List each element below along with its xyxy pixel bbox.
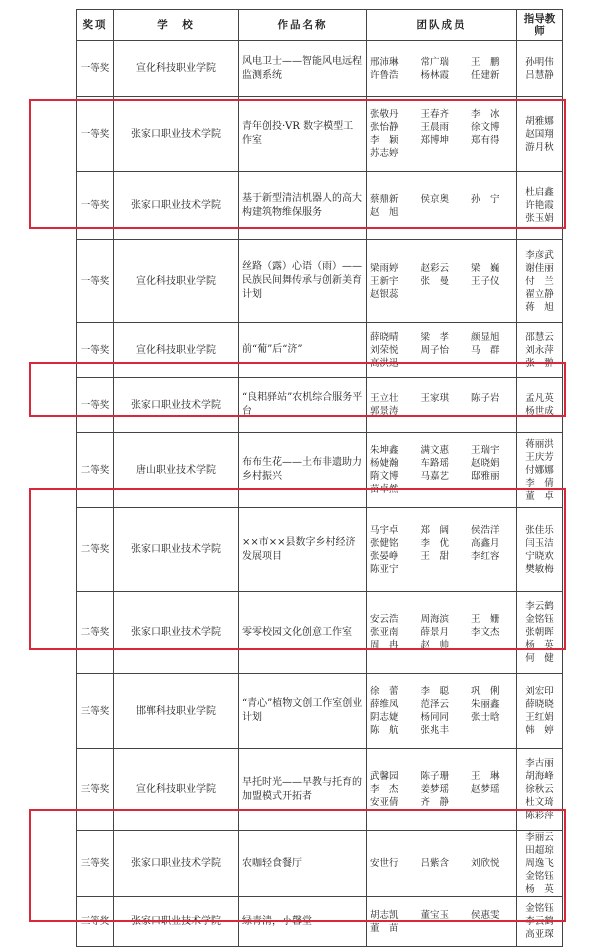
member-line (370, 550, 513, 563)
teacher-name: 金铭钰 (525, 871, 554, 882)
award-cell: 一等奖 (77, 97, 114, 172)
project-name-cell: 零零校园文化创意工作室 (239, 592, 367, 674)
member-name: 李 优 (420, 537, 450, 549)
teacher-name: 周逸飞 (525, 858, 554, 869)
award-cell: 一等奖 (77, 240, 114, 323)
member-name: 朱丽鑫 (471, 699, 500, 710)
teacher-name: 董 卓 (525, 490, 554, 502)
member-name: 薛维凤 (370, 699, 399, 710)
member-name: 安云浩 (370, 614, 399, 625)
member-name: 安世行 (370, 858, 399, 869)
member-name: 隋文博 (370, 471, 399, 482)
teacher-name: 田超琼 (525, 845, 554, 856)
award-cell: 三等奖 (77, 831, 114, 897)
table-row (77, 674, 563, 749)
member-line (370, 108, 513, 121)
teacher-name: 杨 英 (525, 640, 554, 651)
teachers-cell (517, 831, 563, 897)
member-line (370, 288, 513, 301)
member-name: 邸雅丽 (471, 471, 500, 482)
member-line (370, 69, 513, 82)
teachers-cell (517, 897, 563, 947)
project-name-cell: 丝路（露）心语（雨）——民族民间舞传承与创新美育计划 (239, 240, 367, 323)
member-name (471, 206, 513, 219)
team-members-cell (367, 41, 517, 97)
member-line (370, 711, 513, 724)
teachers-cell (517, 749, 563, 831)
member-line (370, 613, 513, 626)
school-cell: 宣化科技职业学院 (114, 240, 239, 323)
member-name: 徐 蕾 (370, 686, 399, 697)
member-name (471, 796, 513, 809)
member-name: 刘欣悦 (471, 858, 500, 869)
member-name: 赵彩云 (420, 262, 450, 274)
table-row (77, 97, 563, 172)
member-name: 董宝玉 (420, 909, 450, 921)
member-name: 张晏峥 (370, 550, 399, 562)
teacher-name: 张朝晖 (525, 627, 554, 638)
school-cell: 张家口职业技术学院 (114, 508, 239, 592)
member-name: 王 姗 (471, 614, 500, 625)
member-name: 薛晓晴 (370, 331, 399, 343)
teacher-name: 孙明伟 (525, 56, 554, 68)
member-name: 陈亚宁 (370, 563, 399, 575)
teacher-name: 宁晓欢 (525, 550, 554, 562)
member-line (370, 405, 513, 418)
teacher-name: 何 健 (525, 653, 554, 664)
member-line (370, 639, 513, 652)
project-name-cell: 风电卫士——智能风电远程监测系统 (239, 41, 367, 97)
member-name: 郑有得 (471, 135, 500, 146)
member-name (421, 563, 463, 576)
header-award: 奖项 (77, 10, 114, 41)
teachers-cell (517, 41, 563, 97)
table-row (77, 433, 563, 508)
teacher-name: 付 兰 (525, 275, 554, 287)
teacher-name: 闫玉洁 (525, 537, 554, 549)
member-line (370, 392, 513, 405)
teacher-name: 翟立静 (525, 288, 554, 300)
teacher-name: 张 翀 (525, 357, 554, 369)
member-line (370, 193, 513, 206)
member-name: 武馨园 (370, 771, 399, 782)
member-name: 李 冰 (471, 109, 500, 120)
member-name (421, 357, 463, 370)
teacher-name: 游月秋 (525, 141, 554, 153)
award-cell: 二等奖 (77, 592, 114, 674)
teachers-cell (517, 433, 563, 508)
team-members-cell (367, 508, 517, 592)
award-cell: 三等奖 (77, 674, 114, 749)
member-name (471, 724, 513, 737)
member-line (370, 796, 513, 809)
member-name: 阴志婕 (370, 712, 399, 723)
member-name: 梁 巍 (471, 262, 500, 274)
teacher-name: 胡雅娜 (525, 115, 554, 127)
member-name: 马 群 (471, 344, 500, 356)
member-name: 孙 宁 (471, 193, 500, 205)
member-name: 安亚倩 (370, 797, 399, 808)
project-name-cell: 农咖轻食餐厅 (239, 831, 367, 897)
project-name-cell: 绿青清，小馨堂 (239, 897, 367, 947)
member-name: 刘荣悦 (370, 344, 399, 356)
school-cell: 宣化科技职业学院 (114, 41, 239, 97)
team-members-cell (367, 674, 517, 749)
member-line (370, 537, 513, 550)
school-cell: 张家口职业技术学院 (114, 831, 239, 897)
member-name: 侯惠雯 (471, 909, 500, 921)
member-line (370, 470, 513, 483)
member-name: 张敬丹 (370, 109, 399, 120)
teacher-name: 金铭钰 (525, 903, 554, 914)
member-name: 王子仪 (471, 275, 500, 287)
member-name: 马嘉艺 (420, 471, 450, 482)
member-name: 赵晓娟 (471, 458, 500, 469)
teacher-name: 李云鹤 (525, 916, 554, 927)
school-cell: 唐山职业技术学院 (114, 433, 239, 508)
team-members-cell (367, 323, 517, 378)
member-line (370, 344, 513, 357)
table-row (77, 172, 563, 240)
member-name: 王家琪 (420, 393, 450, 404)
teacher-name: 李云鹤 (525, 601, 554, 612)
table-row (77, 378, 563, 433)
member-name: 姜梦瑶 (420, 784, 450, 795)
teacher-name: 杜文琦 (525, 797, 554, 808)
member-name: 赵梦瑶 (471, 784, 500, 795)
member-line (370, 134, 513, 147)
teacher-name: 吕慧静 (525, 69, 554, 81)
member-name: 胡志凯 (370, 909, 399, 921)
member-name: 李文杰 (471, 627, 500, 638)
member-line (370, 331, 513, 344)
header-row (77, 10, 563, 41)
member-line (370, 262, 513, 275)
member-name: 齐 静 (420, 797, 450, 808)
member-name: 常广瑞 (420, 56, 450, 68)
table-row (77, 831, 563, 897)
member-name: 王 甜 (420, 550, 450, 562)
school-cell: 张家口职业技术学院 (114, 172, 239, 240)
member-name: 陈子岩 (471, 393, 500, 404)
member-line (370, 922, 513, 935)
member-name: 王瑞宇 (471, 445, 500, 456)
member-name: 马宇卓 (370, 524, 399, 536)
school-cell: 邯郸科技职业学院 (114, 674, 239, 749)
teacher-name: 蒋 旭 (525, 301, 554, 313)
member-name: 张士晗 (471, 712, 500, 723)
member-line (370, 457, 513, 470)
team-members-cell (367, 592, 517, 674)
teacher-name: 蒋丽洪 (525, 438, 554, 450)
member-name: 郭景涛 (370, 406, 399, 417)
member-name: 苏志婷 (370, 148, 399, 159)
school-cell: 宣化科技职业学院 (114, 749, 239, 831)
school-cell: 宣化科技职业学院 (114, 323, 239, 378)
member-name: 徐文博 (471, 122, 500, 133)
team-members-cell (367, 172, 517, 240)
teacher-name: 赵国翔 (525, 128, 554, 140)
school-cell: 张家口职业技术学院 (114, 378, 239, 433)
member-name: 王 琳 (471, 771, 500, 782)
member-line (370, 56, 513, 69)
member-line (370, 483, 513, 496)
teacher-name: 付娜娜 (525, 464, 554, 476)
member-name: 杨同同 (420, 712, 450, 723)
member-name: 吕紫含 (420, 858, 450, 869)
project-name-cell: ××市××县数字乡村经济发展项目 (239, 508, 367, 592)
member-line (370, 147, 513, 160)
member-name: 董 苗 (370, 922, 399, 934)
teacher-name: 李 倩 (525, 477, 554, 489)
team-members-cell (367, 831, 517, 897)
member-name: 张怡静 (370, 122, 399, 133)
member-name: 梁 孝 (420, 331, 450, 343)
award-cell: 一等奖 (77, 378, 114, 433)
member-name: 高洪迅 (370, 357, 399, 369)
header-project: 作品名称 (239, 10, 367, 41)
award-cell: 一等奖 (77, 323, 114, 378)
teacher-name: 张佳乐 (525, 524, 554, 536)
header-team: 团队成员 (367, 10, 517, 41)
member-line (370, 121, 513, 134)
member-name (471, 405, 513, 418)
member-name: 张亚南 (370, 627, 399, 638)
member-name: 郑博坤 (420, 135, 450, 146)
member-name: 张兆丰 (420, 725, 450, 736)
member-name: 颜显旭 (471, 331, 500, 343)
teachers-cell (517, 378, 563, 433)
member-name (471, 483, 513, 496)
member-name: 杨林霞 (420, 69, 450, 81)
teacher-name: 孟凡英 (525, 393, 554, 404)
teacher-name: 李丽云 (525, 832, 554, 843)
member-line (370, 770, 513, 783)
table-row (77, 41, 563, 97)
member-name: 郑 阔 (420, 524, 450, 536)
member-name (421, 405, 463, 418)
award-cell: 二等奖 (77, 508, 114, 592)
award-cell: 一等奖 (77, 41, 114, 97)
teacher-name: 邵慧云 (525, 331, 554, 343)
member-name (471, 922, 513, 935)
table-row (77, 508, 563, 592)
member-line (370, 444, 513, 457)
project-name-cell: “青心”植物文创工作室创业计划 (239, 674, 367, 749)
member-name: 许鲁浩 (370, 69, 399, 81)
member-name (421, 288, 463, 301)
member-name: 车路瑶 (420, 458, 450, 469)
header-school: 学 校 (114, 10, 239, 41)
member-name (421, 922, 463, 935)
member-name: 薛景月 (420, 627, 450, 638)
member-name: 王 鹏 (471, 56, 500, 68)
teacher-name: 李彦武 (525, 249, 554, 261)
teacher-name: 薛晓晓 (525, 699, 554, 710)
school-cell: 张家口职业技术学院 (114, 592, 239, 674)
member-name: 朱坤鑫 (370, 445, 399, 456)
member-line (370, 206, 513, 219)
teacher-name: 胡海峰 (525, 771, 554, 782)
table-row (77, 749, 563, 831)
teacher-name: 杜启鑫 (525, 187, 554, 198)
member-name: 李红容 (471, 550, 500, 562)
member-name: 范泽云 (420, 699, 450, 710)
teacher-name: 杨 英 (525, 884, 554, 895)
teacher-name: 徐秋云 (525, 784, 554, 795)
teacher-name: 金铭钰 (525, 614, 554, 625)
table-row (77, 323, 563, 378)
member-line (370, 626, 513, 639)
award-cell: 三等奖 (77, 897, 114, 947)
teacher-name: 杨世成 (525, 406, 554, 417)
teachers-cell (517, 508, 563, 592)
teachers-cell (517, 323, 563, 378)
teacher-name: 王庆芳 (525, 451, 554, 463)
award-cell: 二等奖 (77, 433, 114, 508)
member-name: 蔡鼎新 (370, 193, 399, 205)
teacher-name: 许艳霞 (525, 200, 554, 211)
teacher-name: 谢佳丽 (525, 262, 554, 274)
member-name: 王新宇 (370, 275, 399, 287)
member-name: 侯浩洋 (471, 524, 500, 536)
table-row (77, 240, 563, 323)
table-row (77, 897, 563, 947)
member-name: 王春齐 (420, 109, 450, 120)
member-name: 王立壮 (370, 393, 399, 404)
member-name (471, 147, 513, 160)
member-line (370, 698, 513, 711)
member-line (370, 724, 513, 737)
member-name (471, 288, 513, 301)
member-line (370, 357, 513, 370)
member-line (370, 909, 513, 922)
member-name (421, 147, 463, 160)
member-name: 陈子珊 (420, 771, 450, 782)
teachers-cell (517, 674, 563, 749)
member-name: 张 曼 (420, 275, 450, 287)
member-name: 李 杰 (370, 784, 399, 795)
header-teacher: 指导教师 (517, 10, 563, 41)
member-name: 周 冉 (370, 640, 399, 651)
member-name (421, 483, 463, 496)
teacher-name: 樊敏梅 (525, 563, 554, 575)
team-members-cell (367, 97, 517, 172)
member-line (370, 857, 513, 870)
team-members-cell (367, 897, 517, 947)
member-name: 高鑫月 (471, 537, 500, 549)
member-name (471, 357, 513, 370)
member-name: 任建新 (471, 69, 500, 81)
member-name: 赵 旭 (370, 206, 399, 218)
teacher-name: 高亚琛 (525, 929, 554, 940)
member-name: 赵银蕊 (370, 288, 399, 300)
teachers-cell (517, 97, 563, 172)
team-members-cell (367, 433, 517, 508)
member-line (370, 275, 513, 288)
member-name: 王晨雨 (420, 122, 450, 133)
member-name (421, 206, 463, 219)
team-members-cell (367, 378, 517, 433)
member-line (370, 685, 513, 698)
member-name: 梁雨婷 (370, 262, 399, 274)
member-name: 周子怡 (420, 344, 450, 356)
team-members-cell (367, 240, 517, 323)
member-name: 陈 航 (370, 725, 399, 736)
team-members-cell (367, 749, 517, 831)
teacher-name: 王红娟 (525, 712, 554, 723)
member-line (370, 524, 513, 537)
member-name: 李 颖 (370, 135, 399, 146)
school-cell: 张家口职业技术学院 (114, 897, 239, 947)
member-name: 侯京奥 (420, 193, 450, 205)
member-name: 巩 俐 (471, 686, 500, 697)
member-name (471, 639, 513, 652)
member-name: 李 聪 (420, 686, 450, 697)
awards-table (76, 9, 563, 947)
teacher-name: 张玉娟 (525, 213, 554, 224)
member-name: 邢沛琳 (370, 56, 399, 68)
member-line (370, 783, 513, 796)
teacher-name: 刘宏印 (525, 686, 554, 697)
award-cell: 一等奖 (77, 172, 114, 240)
member-name: 周海滨 (420, 614, 450, 625)
teachers-cell (517, 240, 563, 323)
member-name (471, 563, 513, 576)
project-name-cell: 布布生花——土布非遗助力乡村振兴 (239, 433, 367, 508)
teacher-name: 刘永萍 (525, 344, 554, 356)
project-name-cell: 早托时光——早教与托育的加盟模式开拓者 (239, 749, 367, 831)
project-name-cell: “良耜驿站”农机综合服务平台 (239, 378, 367, 433)
member-name: 赵 帅 (420, 640, 450, 651)
teachers-cell (517, 172, 563, 240)
teacher-name: 李古丽 (525, 758, 554, 769)
award-cell: 三等奖 (77, 749, 114, 831)
table-row (77, 592, 563, 674)
project-name-cell: 基于新型清洁机器人的高大构建筑物维保服务 (239, 172, 367, 240)
teacher-name: 陈彩萍 (525, 810, 554, 821)
school-cell: 张家口职业技术学院 (114, 97, 239, 172)
member-name: 满文惠 (420, 445, 450, 456)
member-name: 张健铭 (370, 537, 399, 549)
project-name-cell: 前“葡”后“济” (239, 323, 367, 378)
teachers-cell (517, 592, 563, 674)
member-name: 杨婕瀚 (370, 458, 399, 469)
member-line (370, 563, 513, 576)
project-name-cell: 青年创投·VR 数字模型工作室 (239, 97, 367, 172)
teacher-name: 韩 婷 (525, 725, 554, 736)
member-name: 苗卓然 (370, 484, 399, 495)
